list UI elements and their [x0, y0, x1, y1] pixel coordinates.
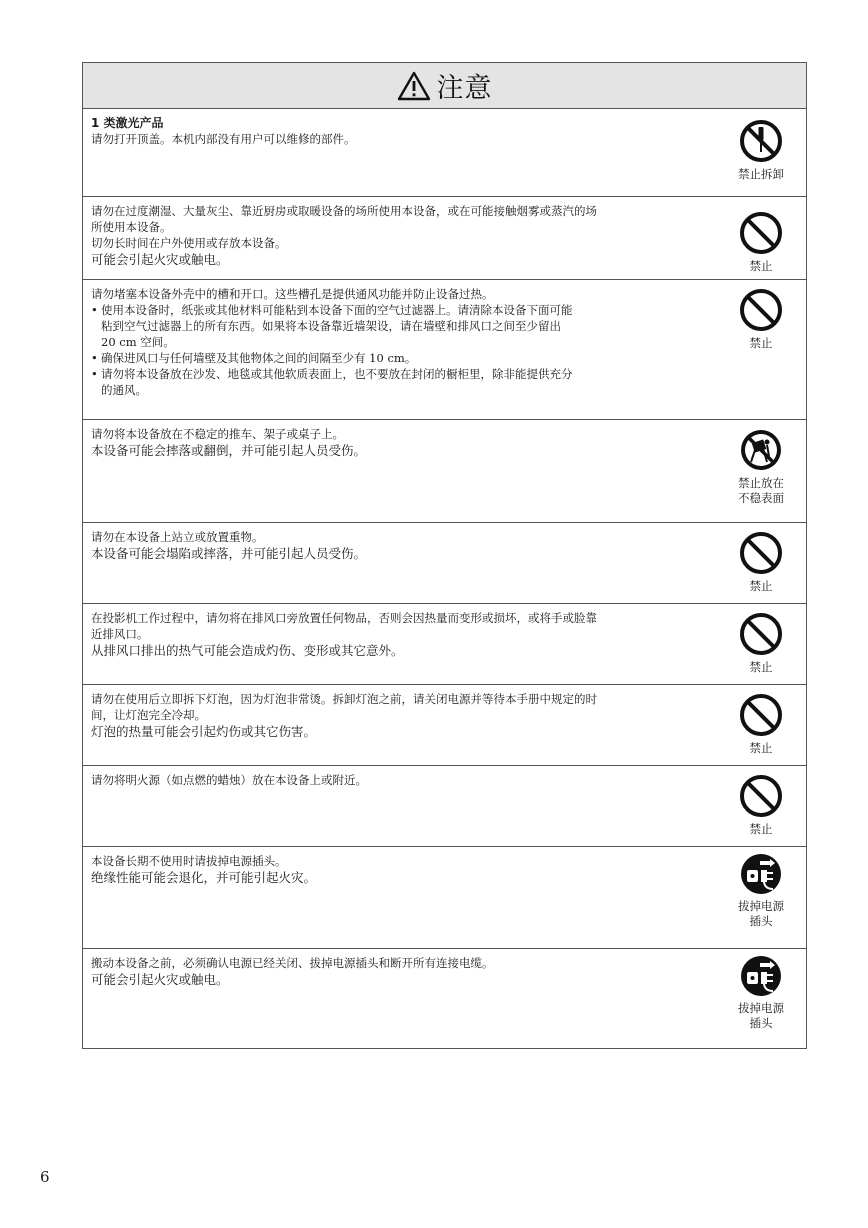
caution-text — [91, 286, 703, 398]
prohibited-icon — [723, 774, 799, 837]
caution-line: 本设备长期不使用时请拔掉电源插头。 — [91, 854, 287, 868]
caution-line: 可能会引起火灾或触电。 — [91, 252, 229, 267]
caution-line: 20 cm 空间。 — [101, 335, 175, 349]
caution-line: 使用本设备时，纸张或其他材料可能粘到本设备下面的空气过滤器上。请清除本设备下面可能 — [101, 303, 573, 317]
icon-label: 禁止 — [749, 259, 773, 273]
icon-label: 禁止 — [749, 660, 773, 674]
caution-text — [91, 853, 703, 887]
no-unstable-surface-icon — [723, 428, 799, 506]
caution-text — [91, 691, 703, 741]
unplug-icon — [723, 955, 799, 1031]
unplug-icon — [723, 853, 799, 929]
caution-line: 确保进风口与任何墙壁及其他物体之间的间隔至少有 10 cm。 — [101, 351, 417, 365]
caution-line: 从排风口排出的热气可能会造成灼伤、变形或其它意外。 — [91, 643, 404, 658]
icon-label-line: 插头 — [749, 914, 773, 928]
prohibited-icon — [723, 612, 799, 675]
caution-row — [83, 766, 806, 847]
caution-line: 绝缘性能可能会退化，并可能引起火灾。 — [91, 870, 317, 885]
prohibited-icon — [723, 288, 799, 351]
caution-line: 请勿将本设备放在沙发、地毯或其他软质表面上，也不要放在封闭的橱柜里，除非能提供充分 — [101, 367, 573, 381]
bullet-item — [91, 366, 703, 398]
caution-row — [83, 847, 806, 949]
caution-line: 请勿堵塞本设备外壳中的槽和开口。这些槽孔是提供通风功能并防止设备过热。 — [91, 287, 494, 301]
caution-text — [91, 529, 703, 563]
caution-header — [83, 63, 806, 109]
caution-row — [83, 523, 806, 604]
caution-row — [83, 420, 806, 523]
caution-text — [91, 115, 703, 147]
caution-title: 注意 — [436, 73, 493, 104]
caution-heading: 1 类激光产品 — [91, 116, 164, 130]
caution-line: 的通风。 — [101, 383, 147, 397]
icon-label — [723, 476, 799, 506]
caution-row — [83, 197, 806, 280]
caution-line: 本设备可能会塌陷或摔落，并可能引起人员受伤。 — [91, 546, 367, 561]
caution-text — [91, 203, 703, 269]
bullet-item — [91, 302, 703, 350]
caution-line: 搬动本设备之前，必须确认电源已经关闭、拔掉电源插头和断开所有连接电缆。 — [91, 956, 494, 970]
caution-line: 在投影机工作过程中，请勿将在排风口旁放置任何物品，否则会因热量而变形或损坏，或将手或脸靠 — [91, 611, 597, 625]
caution-row — [83, 109, 806, 197]
prohibited-icon — [723, 693, 799, 756]
icon-label — [723, 1001, 799, 1031]
caution-line: 请勿在使用后立即拆下灯泡，因为灯泡非常烫。拆卸灯泡之前，请关闭电源并等待本手册中规定的时 — [91, 692, 597, 706]
caution-line: 近排风口。 — [91, 627, 149, 641]
caution-line: 请勿打开顶盖。本机内部没有用户可以维修的部件。 — [91, 132, 356, 146]
caution-line: 请勿在本设备上站立或放置重物。 — [91, 530, 264, 544]
caution-text — [91, 955, 703, 989]
caution-line: 所使用本设备。 — [91, 220, 172, 234]
bullet-dot: • — [91, 367, 98, 381]
caution-line: 切勿长时间在户外使用或存放本设备。 — [91, 236, 287, 250]
caution-line: 可能会引起火灾或触电。 — [91, 972, 229, 987]
icon-label: 禁止 — [749, 741, 773, 755]
icon-label: 禁止拆卸 — [738, 167, 784, 181]
icon-label-line: 不稳表面 — [738, 491, 784, 505]
caution-text — [91, 772, 703, 788]
page-number: 6 — [40, 1168, 50, 1186]
caution-line: 请勿在过度潮湿、大量灰尘、靠近厨房或取暖设备的场所使用本设备，或在可能接触烟雾或蒸汽的场 — [91, 204, 597, 218]
caution-row — [83, 280, 806, 420]
caution-line: 请勿将明火源（如点燃的蜡烛）放在本设备上或附近。 — [91, 773, 367, 787]
bullet-item — [91, 350, 703, 366]
bullet-dot: • — [91, 303, 98, 317]
warning-triangle-icon — [397, 71, 431, 101]
icon-label-line: 拔掉电源 — [738, 899, 784, 913]
bullet-dot: • — [91, 351, 98, 365]
caution-line: 灯泡的热量可能会引起灼伤或其它伤害。 — [91, 724, 317, 739]
icon-label: 禁止 — [749, 336, 773, 350]
caution-row — [83, 949, 806, 1048]
caution-line: 本设备可能会摔落或翻倒，并可能引起人员受伤。 — [91, 443, 367, 458]
prohibited-icon — [723, 211, 799, 274]
caution-row — [83, 685, 806, 766]
caution-row — [83, 604, 806, 685]
prohibited-icon — [723, 531, 799, 594]
caution-line: 请勿将本设备放在不稳定的推车、架子或桌子上。 — [91, 427, 344, 441]
caution-text — [91, 426, 703, 460]
icon-label — [723, 899, 799, 929]
icon-label-line: 插头 — [749, 1016, 773, 1030]
caution-text — [91, 610, 703, 660]
caution-table — [82, 62, 807, 1049]
icon-label: 禁止 — [749, 822, 773, 836]
icon-label-line: 禁止放在 — [738, 476, 784, 490]
icon-label: 禁止 — [749, 579, 773, 593]
icon-label-line: 拔掉电源 — [738, 1001, 784, 1015]
no-disassembly-icon — [723, 119, 799, 182]
caution-line: 间，让灯泡完全冷却。 — [91, 708, 206, 722]
caution-line: 粘到空气过滤器上的所有东西。如果将本设备靠近墙架设，请在墙壁和排风口之间至少留出 — [101, 319, 561, 333]
